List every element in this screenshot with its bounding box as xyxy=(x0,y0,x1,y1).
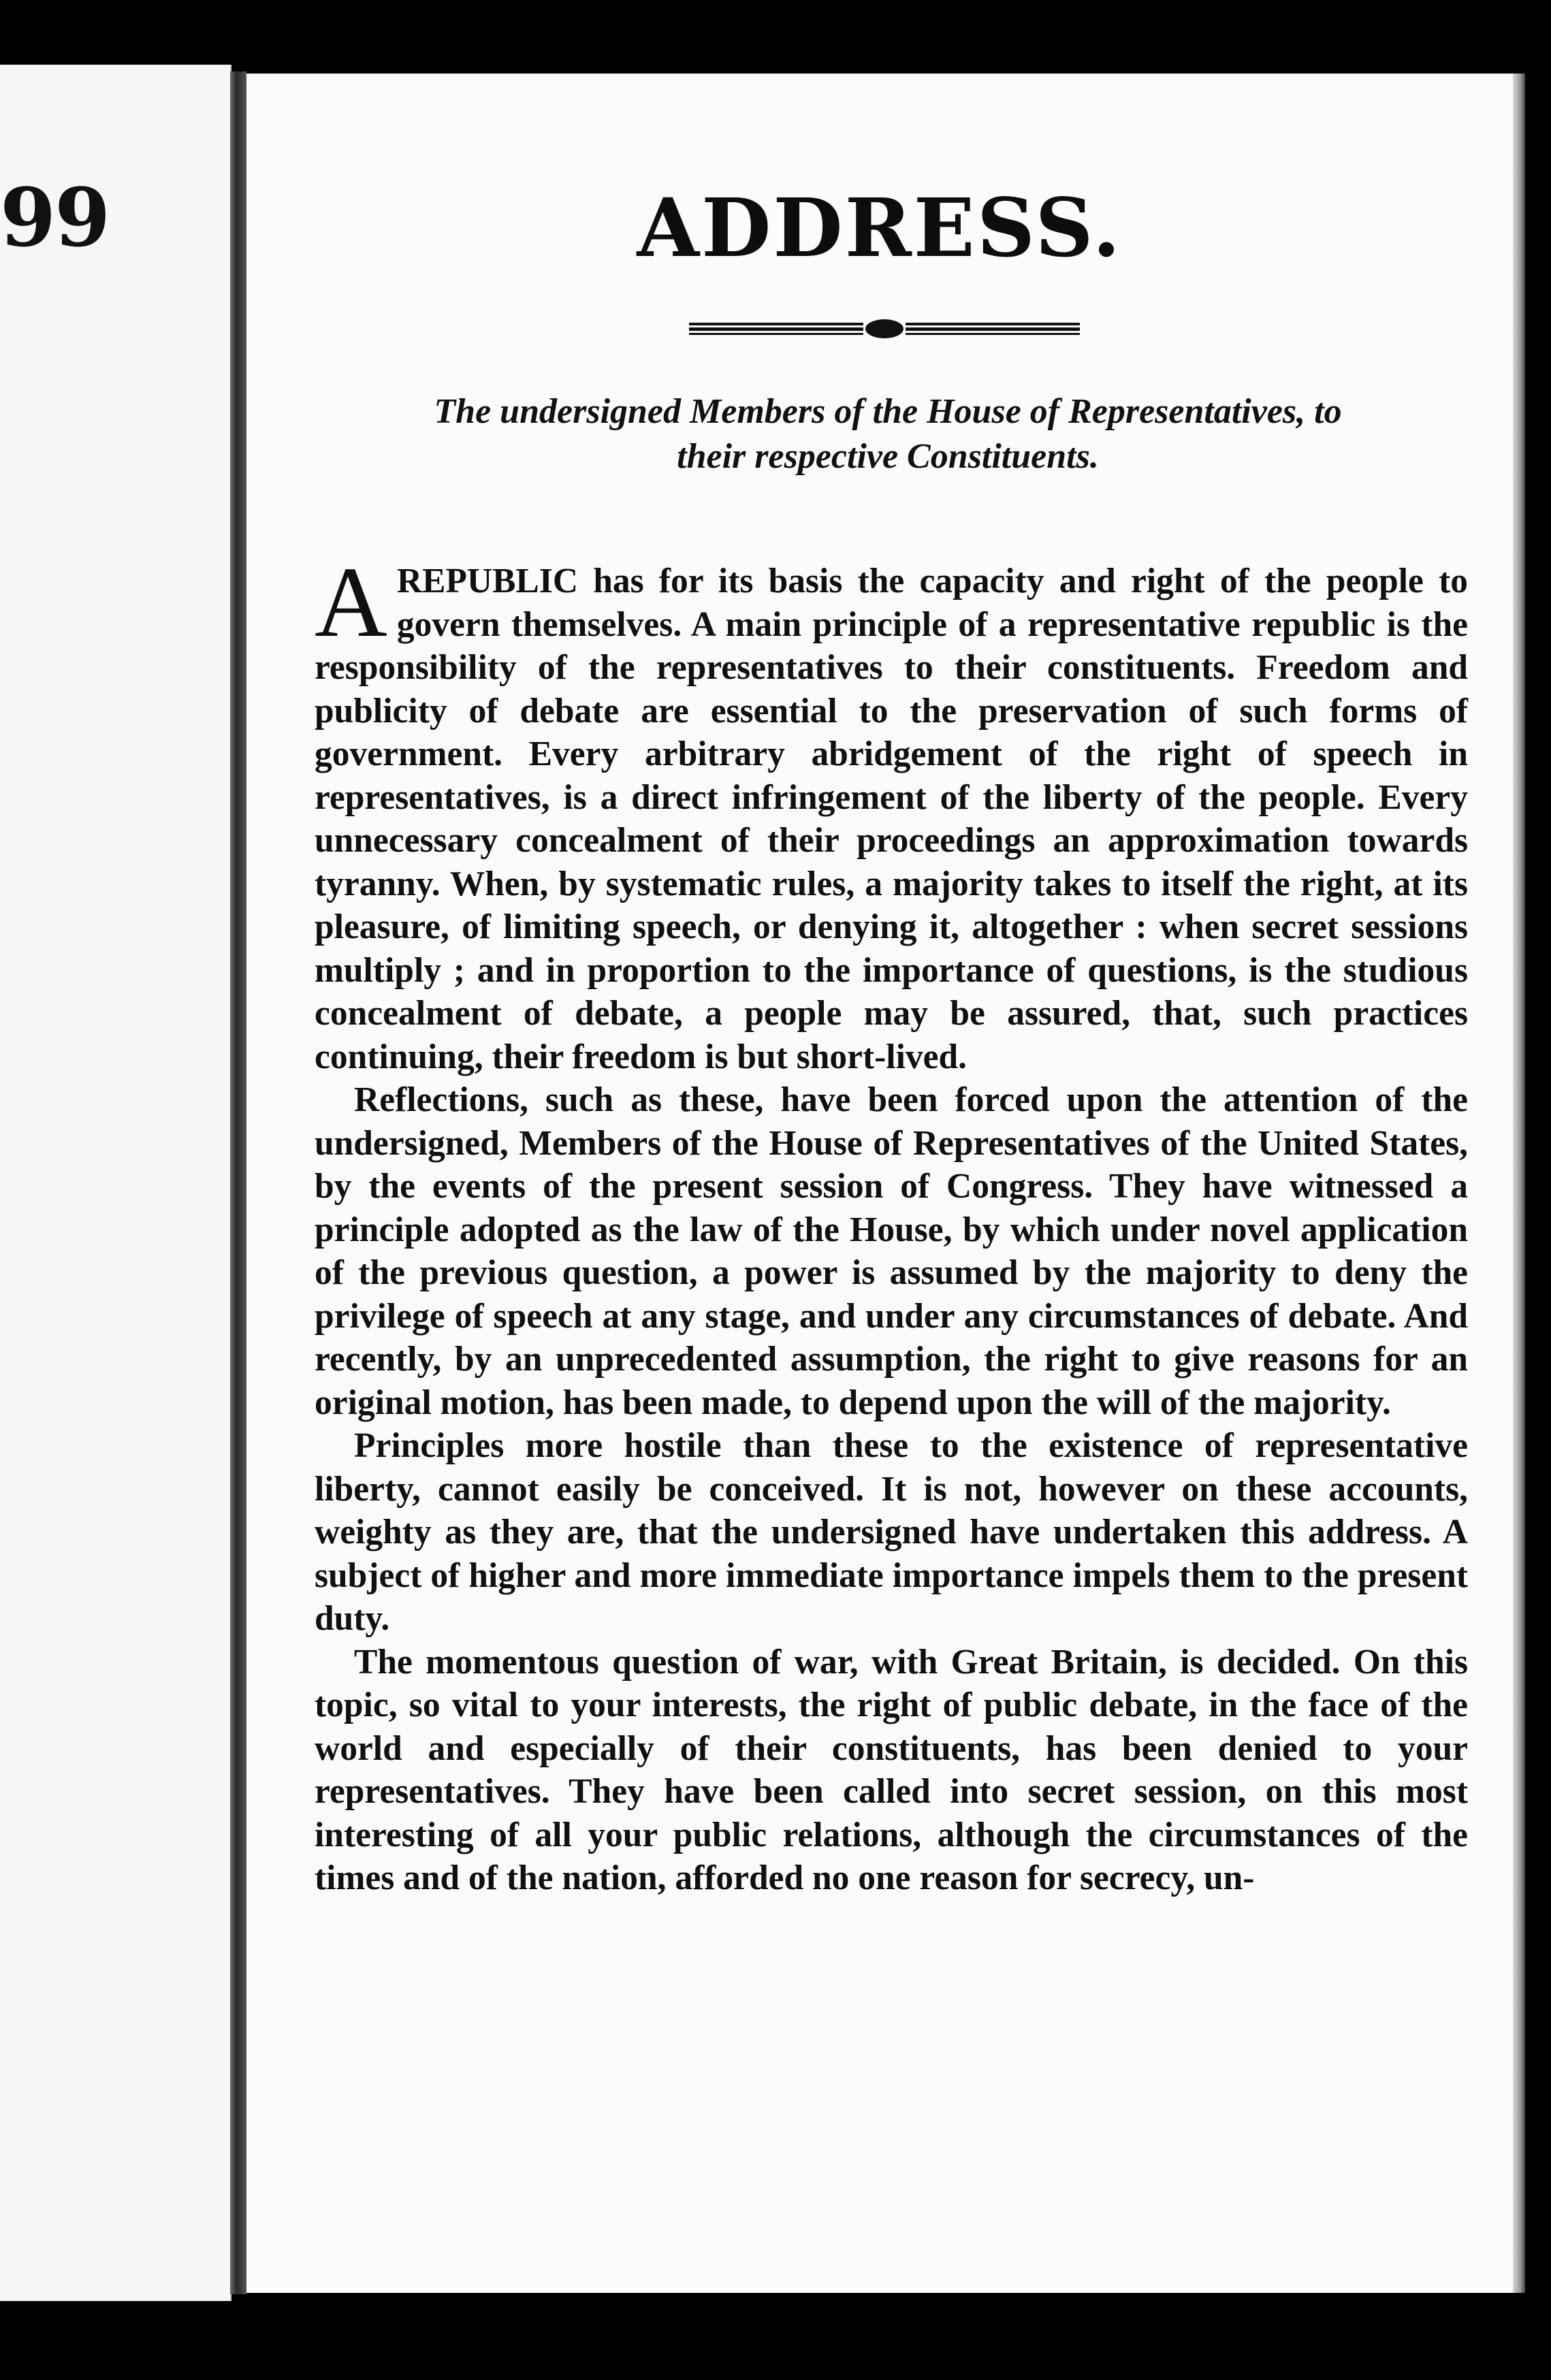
book-gutter xyxy=(230,71,246,2294)
page-edge xyxy=(1513,74,1525,2293)
drop-cap: A xyxy=(315,547,387,658)
paragraph-4: The momentous question of war, with Great Britain, is decided. On this topic, so vital to your interests, the right of public debate, in the face of the world and especially of their constituents, has been denied to your representatives. They have been called into secret session, on this most interesting of all your public relations, although the circumstances of the times and of the nation, afforded no one reason for secrecy, un- xyxy=(315,1642,1468,1897)
address-subtitle xyxy=(308,389,1468,479)
ornamental-rule xyxy=(689,317,1080,340)
paragraph-1 xyxy=(315,547,1468,1078)
page-number: 99 xyxy=(0,170,110,265)
subtitle-line-2: their respective Constituents. xyxy=(677,437,1099,476)
left-page xyxy=(0,65,231,2301)
paragraph-3: Principles more hostile than these to the existence of representative liberty, cannot easily be conceived. It is not, however on these accounts, weighty as they are, that the undersigned have undertaken this address. A subject of higher and more immediate importance impels them to the present duty. xyxy=(315,1426,1468,1638)
paragraph-1-text: REPUBLIC has for its basis the capacity and right of the people to govern themselves. A main principle of a representative republic is the responsibility of the representatives to their constituents. Freedom and publicity of debate are essential to the preservation of such forms of government. Every arbitrary abridgement of the right of speech in representatives, is a direct infringement of the liberty of the people. Every unnecessary concealment of their proceedings an approximation towards tyranny. When, by systematic rules, a majority takes to itself the right, at its pleasure, of limiting speech, or denying it, altogether : when secret sessions multiply ; and in proportion to the importance of questions, is the studious concealment of debate, a people may be assured, that, such practices continuing, their freedom is but short-lived. xyxy=(315,562,1468,1076)
paragraph-2: Reflections, such as these, have been forced upon the attention of the undersigned, Members of the House of Representatives of the United States, by the events of the present session of Congress. They have witnessed a principle adopted as the law of the House, by which under novel application of the previous question, a power is assumed by the majority to deny the privilege of speech at any stage, and under any circumstances of debate. And recently, by an unprecedented assumption, the right to give reasons for an original motion, has been made, to depend upon the will of the majority. xyxy=(315,1080,1468,1422)
subtitle-line-1: The undersigned Members of the House of Representatives, to xyxy=(434,392,1342,431)
page-heading: ADDRESS. xyxy=(637,180,1123,275)
address-body xyxy=(315,547,1468,1900)
